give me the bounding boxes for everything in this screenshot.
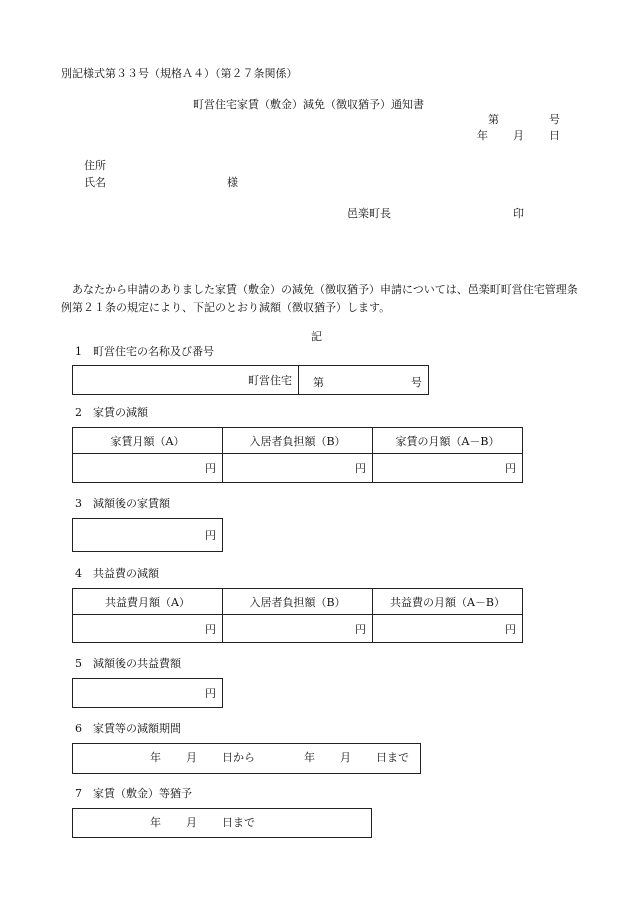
reduced-fee-value: 円 — [73, 679, 223, 708]
section-1-title: 1 町営住宅の名称及び番号 — [75, 345, 214, 358]
reduced-rent-value: 円 — [73, 519, 223, 552]
deferment-year: 年 — [150, 816, 161, 829]
date-year: 年 — [477, 129, 488, 142]
housing-go: 号 — [411, 376, 422, 389]
rent-burden-value: 円 — [223, 454, 373, 483]
fee-monthly-value: 円 — [73, 615, 223, 643]
ki-heading: 記 — [311, 330, 322, 343]
housing-table — [72, 365, 429, 395]
period-from-day: 日から — [222, 751, 255, 764]
section-3-title: 3 減額後の家賃額 — [75, 497, 170, 510]
housing-label: 町営住宅 — [73, 366, 299, 395]
seal-mark: 印 — [513, 207, 524, 220]
rent-reduction-table — [72, 427, 523, 483]
fee-header-monthly: 共益費月額（A） — [73, 589, 223, 615]
fee-header-burden: 入居者負担額（B） — [223, 589, 373, 615]
fee-difference-value: 円 — [373, 615, 523, 643]
form-header: 別記様式第３３号（規格Ａ４）（第２７条関係） — [61, 67, 298, 80]
section-7-title: 7 家賃（敷金）等猶予 — [75, 787, 192, 800]
rent-header-difference: 家賃の月額（A－B） — [373, 428, 523, 454]
section-4-title: 4 共益費の減額 — [75, 567, 159, 580]
rent-monthly-value: 円 — [73, 454, 223, 483]
period-to-day: 日まで — [376, 751, 409, 764]
fee-header-difference: 共益費の月額（A－B） — [373, 589, 523, 615]
period-from-year: 年 — [150, 751, 161, 764]
period-to-month: 月 — [340, 751, 351, 764]
date-month: 月 — [513, 129, 524, 142]
period-from-month: 月 — [186, 751, 197, 764]
issuer-title: 邑楽町長 — [347, 207, 391, 220]
period-to-year: 年 — [304, 751, 315, 764]
housing-number-cell — [299, 366, 429, 395]
number-dai: 第 — [488, 113, 499, 126]
section-2-title: 2 家賃の減額 — [75, 406, 148, 419]
address-label: 住所 — [84, 159, 106, 172]
number-go: 号 — [549, 113, 560, 126]
deferment-day: 日まで — [222, 816, 255, 829]
honorific: 様 — [227, 176, 238, 189]
rent-header-burden: 入居者負担額（B） — [223, 428, 373, 454]
reduced-fee-table — [72, 678, 223, 708]
date-day: 日 — [549, 129, 560, 142]
rent-difference-value: 円 — [373, 454, 523, 483]
deferment-month: 月 — [186, 816, 197, 829]
reduction-period-box — [72, 743, 421, 774]
section-6-title: 6 家賃等の減額期間 — [75, 722, 181, 735]
fee-burden-value: 円 — [223, 615, 373, 643]
body-text: あなたから申請のありました家賃（敷金）の減免（徴収猶予）申請については、邑楽町町営住宅管理条例第２１条の規定により、下記のとおり減額（徴収猶予）します。 — [61, 283, 578, 314]
deferment-box — [72, 808, 372, 838]
rent-header-monthly: 家賃月額（A） — [73, 428, 223, 454]
section-5-title: 5 減額後の共益費額 — [75, 657, 181, 670]
common-fee-table — [72, 588, 523, 643]
reduced-rent-table — [72, 518, 223, 552]
name-label: 氏名 — [84, 176, 106, 189]
document-title: 町営住宅家賃（敷金）減免（徴収猶予）通知書 — [193, 98, 424, 111]
housing-dai: 第 — [313, 376, 324, 389]
